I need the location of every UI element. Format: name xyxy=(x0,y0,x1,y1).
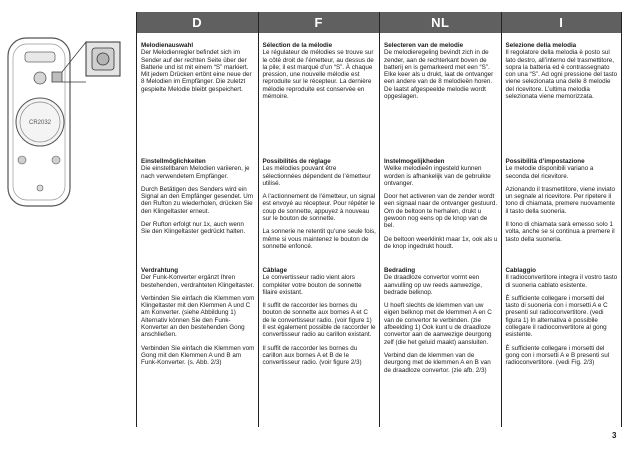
paragraph: Der Funk-Konverter ergänzt Ihren bestehenden, verdrahteten Klingeltaster. xyxy=(141,274,255,289)
section-heading: Possibilità d’impostazione xyxy=(505,158,585,165)
section-melody xyxy=(263,42,377,100)
paragraph: Verbinden Sie einfach die Klemmen vom Gong mit den Klemmen A und B am Funk-Konverter. (s. Abb. 2/3) xyxy=(141,344,255,367)
section-melody xyxy=(141,42,255,93)
paragraph: A l’actionnement de l’émetteur, un signal est envoyé au récepteur. Pour répéter le coup de sonnette, appuyez à nouveau sur le bouton de sonnette. xyxy=(262,193,376,223)
paragraph: Le melodie disponibili variano a seconda del ricevitore. xyxy=(505,165,594,180)
battery-label: CR2032 xyxy=(28,120,52,126)
section-wiring xyxy=(141,267,255,367)
paragraph: Il regolatore della melodia è posto sul lato destro, all’interno del trasmettitore, sopra la batteria ed è contrassegnato con una “S”. Ad ogni pressione del tasto viene selezionata una delle 8 melodie del ricevitore. L’ultima melodia selezionata viene memorizzata. xyxy=(505,49,618,101)
column-nl xyxy=(379,12,501,427)
paragraph: La sonnerie ne retentit qu’une seule fois, même si vous maintenez le bouton de sonnette enfoncé. xyxy=(262,228,376,250)
paragraph: È sufficiente collegare i morsetti del tasto di suoneria con i morsetti A e C presenti sul radioconvertitore. (vedi figura 1) In alternativa è possibile collegare il radioconvertitore al gong esistente. xyxy=(505,294,608,339)
section-wiring xyxy=(384,267,498,374)
column-header: I xyxy=(502,12,622,33)
section-wiring xyxy=(506,267,619,367)
paragraph: Il radioconvertitore integra il vostro tasto di suoneria cablato esistente. xyxy=(505,274,618,289)
column-header: D xyxy=(137,12,258,33)
paragraph: Il tono di chiamata sarà emesso solo 1 volta, anche se si continua a premere il tasto della suoneria. xyxy=(505,221,615,243)
section-wiring xyxy=(263,267,377,367)
paragraph: De beltoon weerklinkt maar 1x, ook als u de knop ingedrukt houdt. xyxy=(384,235,498,250)
section-heading: Selezione della melodia xyxy=(505,42,577,49)
section-heading: Verdrahtung xyxy=(141,267,179,274)
section-heading: Possibilités de réglage xyxy=(262,158,331,165)
section-heading: Bedrading xyxy=(384,267,416,274)
section-heading: Cablaggio xyxy=(505,267,536,274)
section-heading: Melodienauswahl xyxy=(141,42,194,49)
paragraph: Der Rufton erfolgt nur 1x, auch wenn Sie den Klingeltaster gedrückt halten. xyxy=(141,221,246,236)
section-melody xyxy=(506,42,619,100)
page-number: 3 xyxy=(612,431,617,440)
paragraph: Welke melodieën ingesteld kunnen worden is afhankelijk van de gebruikte ontvanger. xyxy=(384,165,491,187)
column-it xyxy=(501,12,623,427)
paragraph: Verbinden Sie einfach die Klemmen vom Klingeltaster mit den Klemmen A und C am Konverter. (siehe Abbildung 1) Alternativ können Sie den Funk-Konverter an den bestehenden Gong anschließen. xyxy=(141,294,255,339)
paragraph: Die einstellbaren Melodien variieren, je nach verwendetem Empfänger. xyxy=(141,165,250,180)
paragraph: Verbind dan de klemmen van de deurgong met de klemmen A en B van de draadloze convertor. (zie afb. 2/3) xyxy=(384,351,491,374)
column-header: F xyxy=(259,12,380,33)
column-header: NL xyxy=(380,12,501,33)
transmitter-illustration xyxy=(0,0,134,449)
column-fr xyxy=(258,12,380,427)
paragraph: Le convertisseur radio vient alors compléter votre bouton de sonnette filaire existant. xyxy=(262,274,362,296)
paragraph: Le régulateur de mélodies se trouve sur le côté droit de l’émetteur, au dessus de la pile; il est marqué d’un “S”. À chaque pression, une nouvelle mélodie est reproduite sur le récepteur. La dernière mélodie reproduite est conservée en mémoire. xyxy=(262,49,374,101)
paragraph: Il suffit de raccorder les bornes du carillon aux bornes A et B de le convertisseur radio. (voir figure 2/3) xyxy=(262,344,362,367)
paragraph: De draadloze convertor vormt een aanvulling op uw reeds aanwezige, bedrade belknop. xyxy=(384,274,483,296)
paragraph: Les mélodies pouvant être sélectionnées dépendent de l’émetteur utilisé. xyxy=(262,165,371,187)
section-settings xyxy=(506,158,619,243)
section-heading: Einstellmöglichkeiten xyxy=(141,158,206,165)
paragraph: È sufficiente collegare i morsetti del gong con i morsetti A e B presenti sul radioconvertitore. (vedi Fig. 2/3) xyxy=(505,344,610,367)
paragraph: Door het activeren van de zender wordt een signaal naar de ontvanger gestuurd. Om de beltoon te herhalen, drukt u gewoon nog eens op de knop van de bel. xyxy=(384,193,498,230)
column-de xyxy=(136,12,258,427)
section-settings xyxy=(263,158,377,250)
language-columns xyxy=(136,12,622,427)
paragraph: Der Melodienregler befindet sich im Sender auf der rechten Seite über der Batterie und ist mit einem “S” markiert. Mit jedem Drücken ertönt eine neue der 8 Melodien im Empfänger. Die zuletzt gespielte Melodie bleibt gespeichert. xyxy=(141,49,252,93)
section-heading: Selecteren van de melodie xyxy=(384,42,464,49)
paragraph: Durch Betätigen des Senders wird ein Signal an den Empfänger gesendet. Um den Rufton zu wiederholen, drücken Sie den Klingeltaster erneut. xyxy=(141,185,254,215)
section-settings xyxy=(384,158,498,250)
section-heading: Instelmogelijkheden xyxy=(384,158,445,165)
paragraph: De melodieregeling bevindt zich in de zender, aan de rechterkant boven de batterij en is gemarkeerd met een “S”. Elke keer als u drukt, laat de ontvanger een andere van de 8 melodieën horen. De laatst afgespeelde melodie wordt opgeslagen. xyxy=(384,49,494,101)
section-heading: Sélection de la mélodie xyxy=(262,42,333,49)
paragraph: Azionando il trasmettitore, viene inviato un segnale al ricevitore. Per ripetere il tono di chiamata, premere nuovamente il tasto della suoneria. xyxy=(505,185,616,215)
section-settings xyxy=(141,158,255,236)
paragraph: U hoeft slechts de klemmen van uw eigen belknop met de klemmen A en C van de convertor te verbinden. (zie afbeelding 1) Ook kunt u de draadloze convertor aan de aanwezige deurgong zelf (die het geluid maakt) aansluiten. xyxy=(384,302,492,346)
section-heading: Câblage xyxy=(262,267,287,274)
paragraph: Il suffit de raccorder les bornes du bouton de sonnette aux bornes A et C de le convertisseur radio. (voir figure 1) Il est également possible de raccorder le convertisseur radio au carillon existant. xyxy=(262,302,376,339)
section-melody xyxy=(384,42,498,100)
